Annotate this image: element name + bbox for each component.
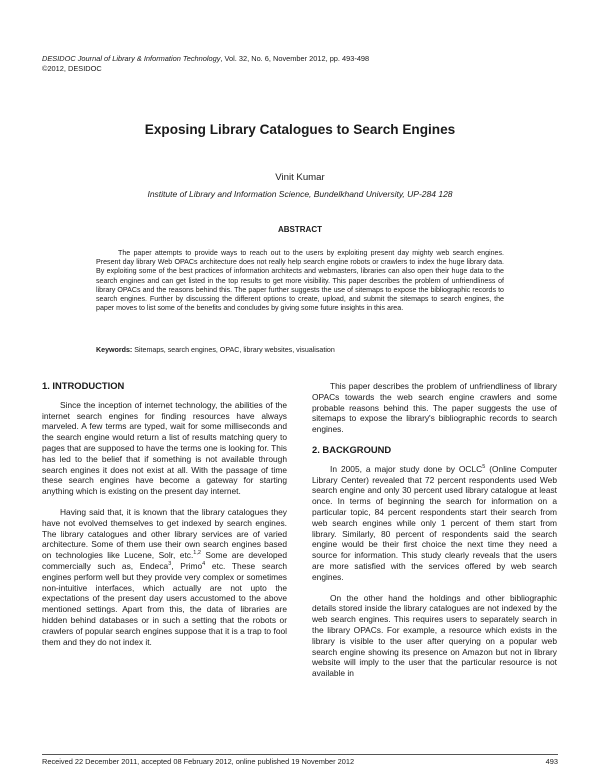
intro-paragraph-1: Since the inception of internet technology, the abilities of the internet search engines for finding resources have always marveled. A few terms are typed, wait for some milliseconds and the search engine would return a list of results matching query to pages that are supposed to have the terms one is looking for. This has led to the belief that if something is not available through search engines it does not exist at all. With the passage of time these search engines have become a gateway for starting anything which is existing on the present day internet. [42, 399, 287, 497]
citation-3: 3 [168, 561, 172, 568]
page-number: 493 [545, 757, 558, 766]
journal-header [42, 54, 369, 74]
section-heading-introduction: 1. INTRODUCTION [42, 380, 125, 391]
background-paragraph-2: On the other hand the holdings and other bibliographic details stored inside the library catalogues are not indexed by the web search engines. This requires users to separately search in the library OPACs. For example, a resource which exists in the library is visible to the user after querying on a popular web search engine showing its presence on Amazon but not in library website will imply to the user that the particular resource is not available in [312, 592, 557, 679]
right-column [312, 381, 557, 689]
journal-citation: , Vol. 32, No. 6, November 2012, pp. 493-498 [220, 54, 370, 63]
intro-paragraph-2 [42, 507, 287, 647]
section-heading-background: 2. BACKGROUND [312, 443, 392, 455]
paper-title: Exposing Library Catalogues to Search Engines [144, 122, 456, 137]
citation-1-2: 1,2 [193, 550, 201, 557]
background-p1-part-b: (Online Computer Library Center) revealed that 72 percent respondents used Web search engine and only 30 percent used library catalogue at least once. In terms of beginning the search for information on a particular topic, 84 percent respondents start their search from web search engines while only 1 percent of them start from library. Similarly, 80 percent of respondents said the search engine would be their first choice the next time they need a source for information. This study clearly reveals that the users are more satisfied with the services offered by web search engines. [312, 463, 557, 582]
intro-p2-part-a: Having said that, it is known that the library catalogues they have not evolved themselves to get indexed by search engines. The library catalogues and other library services are of varied architecture. Some of them use their own search engines based on technologies like Lucene, Solr, etc. [42, 506, 287, 561]
background-p1-part-a: In 2005, a major study done by OCLC [330, 463, 483, 474]
author-affiliation: Institute of Library and Information Science, Bundelkhand University, UP-284 128 [147, 189, 453, 199]
abstract-heading: ABSTRACT [278, 225, 322, 234]
author-name: Vinit Kumar [275, 172, 325, 183]
copyright: ©2012, DESIDOC [42, 64, 102, 73]
background-paragraph-1 [312, 464, 557, 583]
footer-divider [42, 754, 558, 755]
keywords-label: Keywords: [96, 346, 133, 354]
keywords [96, 346, 504, 354]
received-dates: Received 22 December 2011, accepted 08 February 2012, online published 19 November 2012 [42, 757, 355, 766]
abstract-text: The paper attempts to provide ways to reach out to the users by exploiting present day mighty web search engines. Present day library Web OPACs architecture does not really help search engine robots or crawlers to index the huge library data. By exploiting some of the best practices of information architects and webmasters, libraries can also open their huge data to the search engines and can get listed in the top results to get more visibility. This paper describes the problem of unfriendliness of library OPACs and the reasons behind this. The paper further suggests the use of sitemaps to expose the bibliographic records to search engines. Further by discussing the different options to create, upload, and submit the sitemaps to search engines, the paper moves to list some of the benefits and concludes by giving some future insights in this area. [96, 249, 504, 313]
keywords-text: Sitemaps, search engines, OPAC, library websites, visualisation [132, 346, 335, 354]
intro-p2-part-c: , Primo [171, 560, 203, 571]
citation-4: 4 [202, 561, 206, 568]
intro-p2-part-b: Some are developed commercially such as, Endeca [42, 550, 287, 571]
journal-name: DESIDOC Journal of Library & Information Technology [42, 54, 221, 63]
intro-p2-part-d: etc. These search engines perform well but they provide very complex or sometimes non-intuitive interfaces, which actually are not upto the expectations of the present day users accustomed to the above mentioned settings. Apart from this, the data of libraries are hidden behind databases or in such a setting that the robots or crawlers of popular search engines suppose that it is a trap to fool them and they do not index it. [42, 560, 288, 647]
left-column [42, 381, 287, 657]
page-footer [42, 757, 558, 766]
citation-5: 5 [482, 463, 486, 470]
intro-paragraph-3: This paper describes the problem of unfriendliness of library OPACs towards the web search engine crawlers and some probable reasons behind this. The paper suggests the use of sitemaps to expose the library's bibliographic records to search engines. [312, 381, 557, 435]
